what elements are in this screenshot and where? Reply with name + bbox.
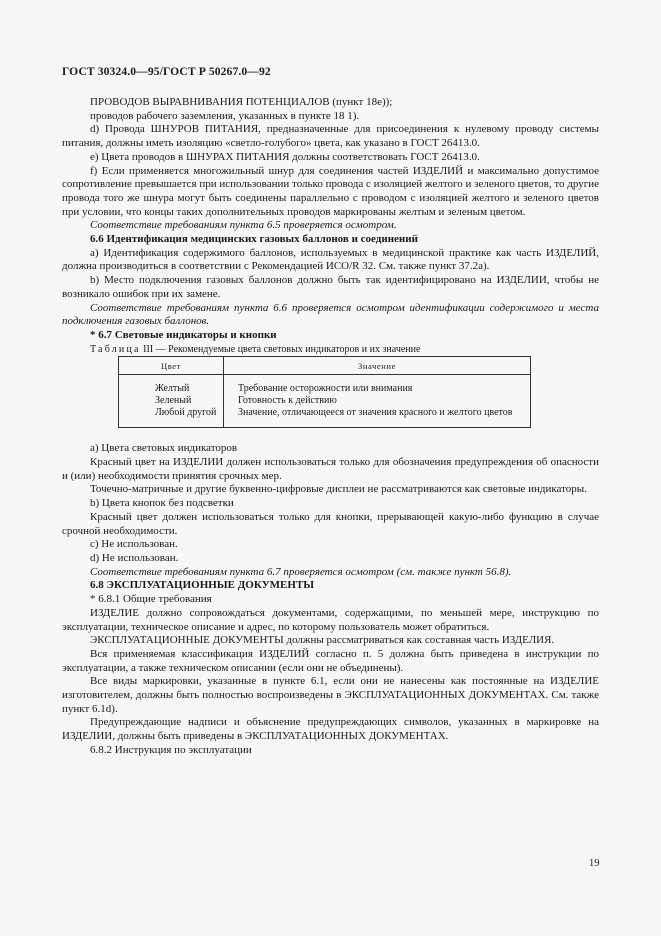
page-body	[62, 96, 599, 758]
paragraph: ЭКСПЛУАТАЦИОННЫЕ ДОКУМЕНТЫ должны рассматриваться как составная часть ИЗДЕЛИЯ.	[90, 634, 555, 647]
subsection-heading: 6.8.2 Инструкция по эксплуатации	[90, 743, 252, 756]
table-row	[119, 375, 531, 428]
paragraph: а) Идентификация содержимого баллонов, используемых в медицинской практике как часть ИЗДЕЛИЙ, должна производиться в соответствии с Рекомендацией ИСО/R 32. См. также пункт 37.2а).	[62, 246, 599, 273]
paragraph: Все виды маркировки, указанные в пункте 6.1, если они не нанесены как постоянные на ИЗДЕЛИЕ изготовителем, должны быть полностью воспроизведены в ЭКСПЛУАТАЦИОННЫХ ДОКУМЕНТАХ. См. также пункт 6.1d).	[62, 675, 599, 715]
paragraph: b) Место подключения газовых баллонов должно быть так идентифицировано на ИЗДЕЛИИ, чтобы не возникало ошибок при их замене.	[62, 274, 599, 300]
subsection-heading: * 6.8.1 Общие требования	[90, 593, 212, 606]
paragraph: Точечно-матричные и другие буквенно-цифровые дисплеи не рассматриваются как световые индикаторы.	[90, 483, 587, 496]
compliance-note: Соответствие требованиям пункта 6.5 проверяется осмотром.	[90, 219, 397, 232]
document-header: ГОСТ 30324.0—95/ГОСТ Р 50267.0—92	[62, 65, 271, 78]
color-cell	[119, 375, 224, 428]
page-number: 19	[589, 858, 600, 869]
color-meaning: Требование осторожности или внимания	[238, 383, 413, 395]
paragraph: Красный цвет должен использоваться только для кнопки, прерывающей какую-либо функцию в случае срочной необходимости.	[62, 510, 599, 537]
paragraph: d) Провода ШНУРОВ ПИТАНИЯ, предназначенные для присоединения к нулевому проводу системы питания, должны иметь изоляцию «светло-голубого» цвета, как указано в ГОСТ 26413.0.	[62, 123, 599, 150]
color-name: Желтый	[155, 383, 190, 395]
section-heading-6-8: 6.8 ЭКСПЛУАТАЦИОННЫЕ ДОКУМЕНТЫ	[90, 579, 315, 592]
color-indicators-table	[118, 356, 531, 428]
meaning-cell	[224, 375, 531, 428]
paragraph: Красный цвет на ИЗДЕЛИИ должен использоваться только для обозначения предупреждения об опасности и (или) необходимости принятия срочных мер.	[62, 456, 599, 482]
paragraph: b) Цвета кнопок без подсветки	[90, 497, 234, 510]
section-heading-6-6: 6.6 Идентификация медицинских газовых баллонов и соединений	[90, 233, 418, 246]
paragraph: проводов рабочего заземления, указанных в пункте 18 1).	[90, 109, 360, 122]
section-heading-6-7: * 6.7 Световые индикаторы и кнопки	[90, 328, 277, 341]
paragraph: Предупреждающие надписи и объяснение предупреждающих символов, указанных в маркировке на ИЗДЕЛИИ, должны быть приведены в ЭКСПЛУАТАЦИОННЫХ ДОКУМЕНТАХ.	[62, 716, 599, 743]
paragraph: с) Не использован.	[90, 538, 178, 551]
compliance-note: Соответствие требованиям пункта 6.7 проверяется осмотром (см. также пункт 56.8).	[90, 565, 512, 578]
color-name: Зеленый	[155, 395, 192, 407]
paragraph: ИЗДЕЛИЕ должно сопровождаться документами, содержащими, по меньшей мере, инструкцию по эксплуатации, техническое описание и адрес, по которому пользователь может обратиться.	[62, 606, 599, 633]
paragraph: е) Цвета проводов в ШНУРАХ ПИТАНИЯ должны соответствовать ГОСТ 26413.0.	[90, 150, 480, 163]
column-header-meaning: Значение	[224, 357, 531, 375]
table-header-row	[119, 357, 531, 375]
color-meaning: Готовность к действию	[238, 395, 337, 407]
color-meaning: Значение, отличающееся от значения красного и желтого цветов	[238, 407, 513, 419]
paragraph: d) Не использован.	[90, 551, 179, 564]
table-title-label: Таблица	[90, 343, 141, 355]
paragraph: ПРОВОДОВ ВЫРАВНИВАНИЯ ПОТЕНЦИАЛОВ (пункт 18е));	[90, 96, 393, 108]
paragraph: f) Если применяется многожильный шнур для соединения частей ИЗДЕЛИЙ и максимально допустимое сопротивление превышается при использовании только провода с изоляцией желтого и зеленого цветов, то другие провода того же шнура могут быть соединены параллельно с проводом с изоляцией желтого и зеленого цветов при условии, что концы таких дополнительных проводов маркированы желтым и зеленым цветом.	[62, 164, 599, 218]
paragraph: а) Цвета световых индикаторов	[90, 442, 238, 455]
color-name: Любой другой	[155, 407, 217, 419]
paragraph: Вся применяемая классификация ИЗДЕЛИЙ согласно п. 5 должна быть приведена в инструкции по эксплуатации, а также техническом описании (если они не объединены).	[62, 647, 599, 674]
table-title	[62, 343, 599, 357]
column-header-color: Цвет	[119, 357, 224, 375]
table-title-text: III — Рекомендуемые цвета световых индикаторов и их значение	[140, 343, 421, 355]
compliance-note: Соответствие требованиям пункта 6.6 проверяется осмотром идентификации содержимого и места подключения газовых баллонов.	[62, 301, 599, 328]
